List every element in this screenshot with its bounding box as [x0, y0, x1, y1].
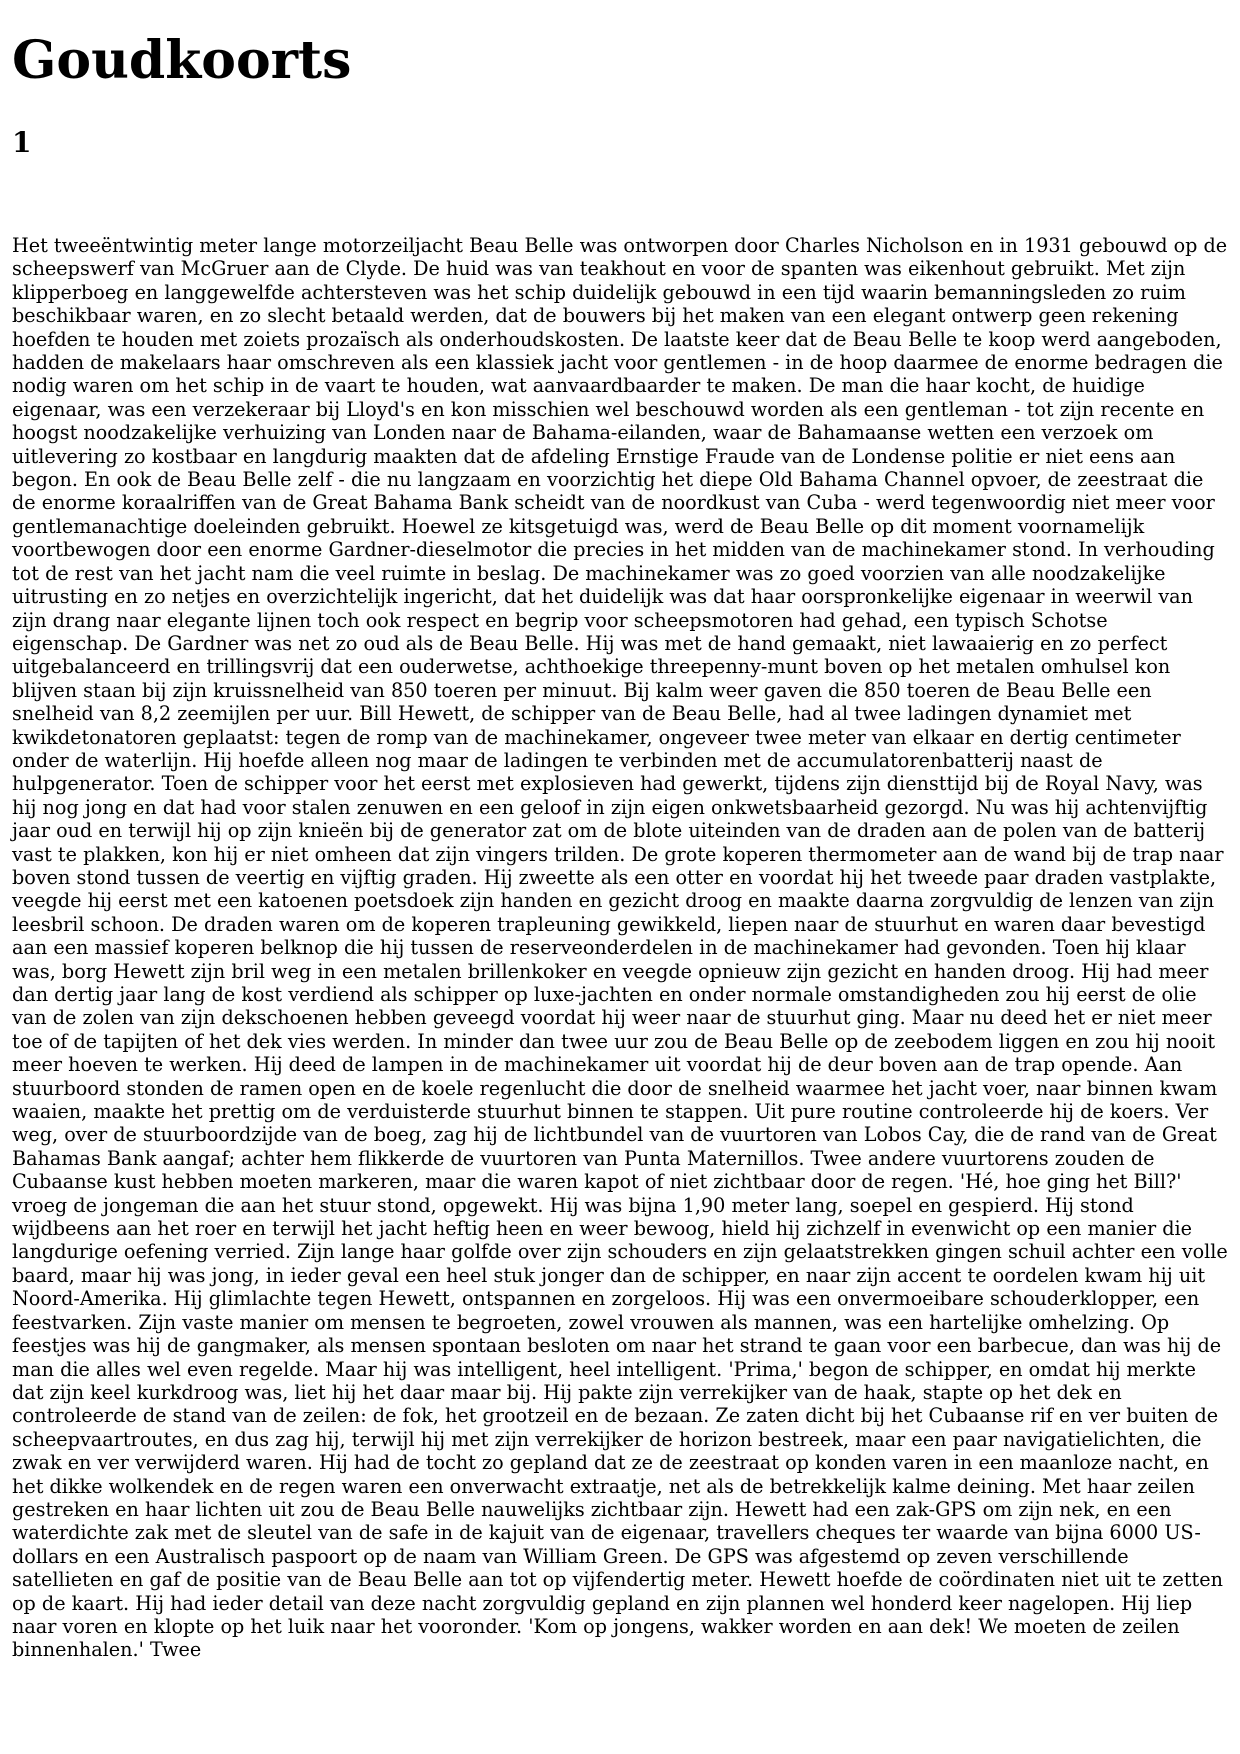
document-title: Goudkoorts	[12, 30, 352, 91]
body-paragraph: Het tweeëntwintig meter lange motorzeiljacht Beau Belle was ontworpen door Charles Nicholson en in 1931 gebouwd op de scheepswerf van McGruer aan de Clyde. De huid was van teakhout en voor de spanten was eikenhout gebruikt. Met zijn klipperboeg en langgewelfde achtersteven was het schip duidelijk gebouwd in een tijd waarin bemanningsleden zo ruim beschikbaar waren, en zo slecht betaald werden, dat de bouwers bij het maken van een elegant ontwerp geen rekening hoefden te houden met zoiets prozaïsch als onderhoudskosten. De laatste keer dat de Beau Belle te koop werd aangeboden, hadden de makelaars haar omschreven als een klassiek jacht voor gentlemen - in de hoop daarmee de enorme bedragen die nodig waren om het schip in de vaart te houden, wat aanvaardbaarder te maken. De man die haar kocht, de huidige eigenaar, was een verzekeraar bij Lloyd's en kon misschien wel beschouwd worden als een gentleman - tot zijn recente en hoogst noodzakelijke verhuizing van Londen naar de Bahama-eilanden, waar de Bahamaanse wetten een verzoek om uitlevering zo kostbaar en langdurig maakten dat de afdeling Ernstige Fraude van de Londense politie er niet eens aan begon. En ook de Beau Belle zelf - die nu langzaam en voorzichtig het diepe Old Bahama Channel opvoer, de zeestraat die de enorme koraalriffen van de Great Bahama Bank scheidt van de noordkust van Cuba - werd tegenwoordig niet meer voor gentlemanachtige doeleinden gebruikt. Hoewel ze kitsgetuigd was, werd de Beau Belle op dit moment voornamelijk voortbewogen door een enorme Gardner-dieselmotor die precies in het midden van de machinekamer stond. In verhouding tot de rest van het jacht nam die veel ruimte in beslag. De machinekamer was zo goed voorzien van alle noodzakelijke uitrusting en zo netjes en overzichtelijk ingericht, dat het duidelijk was dat haar oorspronkelijke eigenaar in weerwil van zijn drang naar elegante lijnen toch ook respect en begrip voor scheepsmotoren had gehad, een typisch Schotse eigenschap. De Gardner was net zo oud als de Beau Belle. Hij was met de hand gemaakt, niet lawaaierig en zo perfect uitgebalanceerd en trillingsvrij dat een ouderwetse, achthoekige threepenny-munt boven op het metalen omhulsel kon blijven staan bij zijn kruissnelheid van 850 toeren per minuut. Bij kalm weer gaven die 850 toeren de Beau Belle een snelheid van 8,2 zeemijlen per uur. Bill Hewett, de schipper van de Beau Belle, had al twee ladingen dynamiet met kwikdetonatoren geplaatst: tegen de romp van de machinekamer, ongeveer twee meter van elkaar en dertig centimeter onder de waterlijn. Hij hoefde alleen nog maar de ladingen te verbinden met de accumulatorenbatterij naast de hulpgenerator. Toen de schipper voor het eerst met explosieven had gewerkt, tijdens zijn diensttijd bij de Royal Navy, was hij nog jong en dat had voor stalen zenuwen en een geloof in zijn eigen onkwetsbaarheid gezorgd. Nu was hij achtenvijftig jaar oud en terwijl hij op zijn knieën bij de generator zat om de blote uiteinden van de draden aan de polen van de batterij vast te plakken, kon hij er niet omheen dat zijn vingers trilden. De grote koperen thermometer aan de wand bij de trap naar boven stond tussen de veertig en vijftig graden. Hij zweette als een otter en voordat hij het tweede paar draden vastplakte, veegde hij eerst met een katoenen poetsdoek zijn handen en gezicht droog en maakte daarna zorgvuldig de lenzen van zijn leesbril schoon. De draden waren om de koperen trapleuning gewikkeld, liepen naar de stuurhut en waren daar bevestigd aan een massief koperen belknop die hij tussen de reserveonderdelen in de machinekamer had gevonden. Toen hij klaar was, borg Hewett zijn bril weg in een metalen brillenkoker en veegde opnieuw zijn gezicht en handen droog. Hij had meer dan dertig jaar lang de kost verdiend als schipper op luxe-jachten en onder normale omstandigheden zou hij eerst de olie van de zolen van zijn dekschoenen hebben geveegd voordat hij weer naar de stuurhut ging. Maar nu deed het er niet meer toe of de tapijten of het dek vies werden. In minder dan twee uur zou de Beau Belle op de zeebodem liggen en zou hij nooit meer hoeven te werken. Hij deed de lampen in de machinekamer uit voordat hij de deur boven aan de trap opende. Aan stuurboord stonden de ramen open en de koele regenlucht die door de snelheid waarmee het jacht voer, naar binnen kwam waaien, maakte het prettig om de verduisterde stuurhut binnen te stappen. Uit pure routine controleerde hij de koers. Ver weg, over de stuurboordzijde van de boeg, zag hij de lichtbundel van de vuurtoren van Lobos Cay, die de rand van de Great Bahamas Bank aangaf; achter hem flikkerde de vuurtoren van Punta Maternillos. Twee andere vuurtorens zouden de Cubaanse kust hebben moeten markeren, maar die waren kapot of niet zichtbaar door de regen. 'Hé, hoe ging het Bill?' vroeg de jongeman die aan het stuur stond, opgewekt. Hij was bijna 1,90 meter lang, soepel en gespierd. Hij stond wijdbeens aan het roer en terwijl het jacht heftig heen en weer bewoog, hield hij zichzelf in evenwicht op een manier die langdurige oefening verried. Zijn lange haar golfde over zijn schouders en zijn gelaatstrekken gingen schuil achter een volle baard, maar hij was jong, in ieder geval een heel stuk jonger dan de schipper, en naar zijn accent te oordelen kwam hij uit Noord-Amerika. Hij glimlachte tegen Hewett, ontspannen en zorgeloos. Hij was een onvermoeibare schouderklopper, een feestvarken. Zijn vaste manier om mensen te begroeten, zowel vrouwen als mannen, was een hartelijke omhelzing. Op feestjes was hij de gangmaker, als mensen spontaan besloten om naar het strand te gaan voor een barbecue, dan was hij de man die alles wel even regelde. Maar hij was intelligent, heel intelligent. 'Prima,' begon de schipper, en omdat hij merkte dat zijn keel kurkdroog was, liet hij het daar maar bij. Hij pakte zijn verrekijker van de haak, stapte op het dek en controleerde de stand van de zeilen: de fok, het grootzeil en de bezaan. Ze zaten dicht bij het Cubaanse rif en ver buiten de scheepvaartroutes, en dus zag hij, terwijl hij met zijn verrekijker de horizon bestreek, maar een paar navigatielichten, die zwak en ver verwijderd waren. Hij had de tocht zo gepland dat ze de zeestraat op konden varen in een maanloze nacht, en het dikke wolkendek en de regen waren een onverwacht extraatje, net als de betrekkelijk kalme deining. Met haar zeilen gestreken en haar lichten uit zou de Beau Belle nauwelijks zichtbaar zijn. Hewett had een zak-GPS om zijn nek, en een waterdichte zak met de sleutel van de safe in de kajuit van de eigenaar, travellers cheques ter waarde van bijna 6000 US-dollars en een Australisch paspoort op de naam van William Green. De GPS was afgestemd op zeven verschillende satellieten en gaf de positie van de Beau Belle aan tot op vijfendertig meter. Hewett hoefde de coördinaten niet uit te zetten op de kaart. Hij had ieder detail van deze nacht zorgvuldig gepland en zijn plannen wel honderd keer nagelopen. Hij liep naar voren en klopte op het luik naar het vooronder. 'Kom op jongens, wakker worden en aan dek! We moeten de zeilen binnenhalen.' Twee	[12, 234, 1228, 1662]
chapter-heading: 1	[12, 126, 32, 159]
